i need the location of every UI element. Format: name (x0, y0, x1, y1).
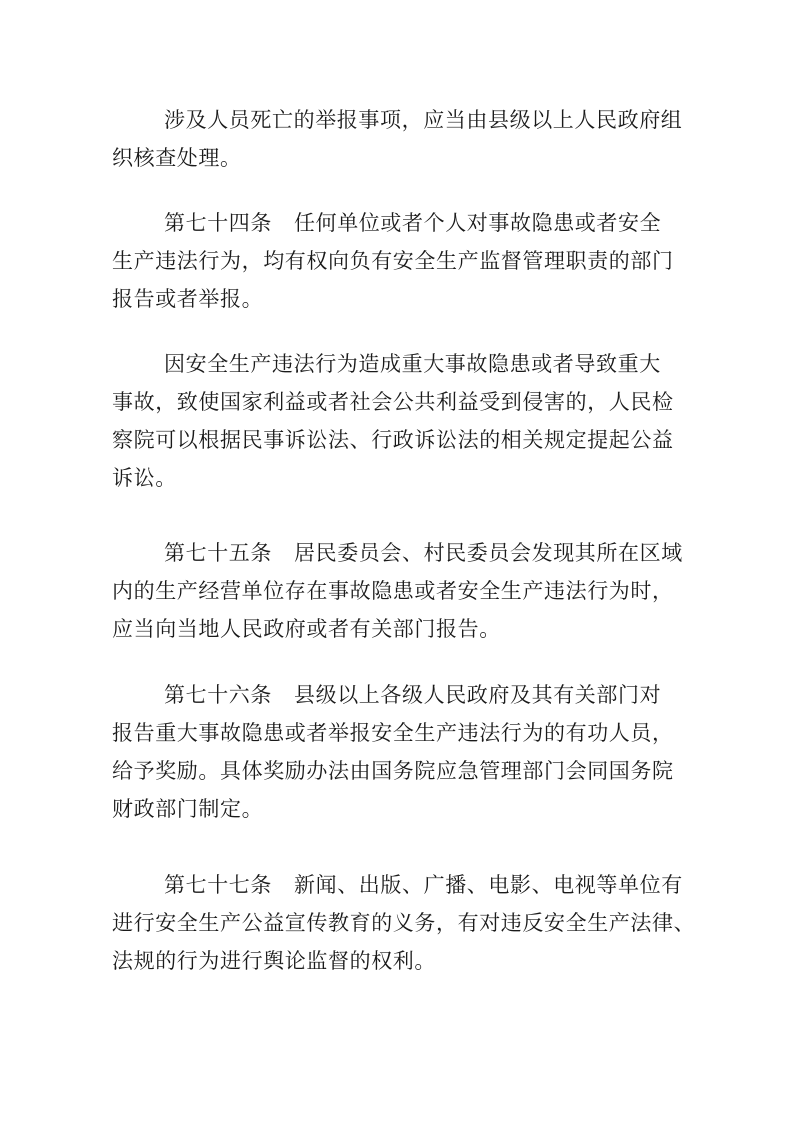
text-line: 报告重大事故隐患或者举报安全生产违法行为的有功人员， (112, 721, 674, 745)
article-number: 第七十四条 (164, 211, 272, 235)
article-77 (112, 866, 696, 980)
article-number: 第七十五条 (164, 541, 272, 565)
article-75 (112, 534, 692, 648)
article-77-first-line (112, 866, 692, 904)
article-74 (112, 204, 692, 318)
paragraph-1 (112, 101, 692, 177)
text-line: 新闻、出版、广播、电影、电视等单位有 (294, 873, 683, 897)
article-number: 第七十六条 (164, 683, 272, 707)
text-line: 居民委员会、村民委员会发现其所在区域 (294, 541, 683, 565)
text-line: 给予奖励。具体奖励办法由国务院应急管理部门会同国务院 (112, 759, 674, 783)
text-line: 报告或者举报。 (112, 287, 264, 311)
text-line: 法规的行为进行舆论监督的权利。 (112, 949, 436, 973)
text-line: 内的生产经营单位存在事故隐患或者安全生产违法行为时， (112, 579, 674, 603)
text-line: 任何单位或者个人对事故隐患或者安全 (294, 211, 662, 235)
text-line: 察院可以根据民事诉讼法、行政诉讼法的相关规定提起公益 (112, 428, 674, 452)
article-75-first-line (112, 534, 692, 572)
text-line: 进行安全生产公益宣传教育的义务，有对违反安全生产法律、 (112, 911, 696, 935)
text-line: 织核查处理。 (112, 146, 242, 170)
text-line: 事故，致使国家利益或者社会公共利益受到侵害的，人民检 (112, 390, 674, 414)
text-line: 涉及人员死亡的举报事项，应当由县级以上人民政府组 (164, 108, 683, 132)
text-line: 因安全生产违法行为造成重大事故隐患或者导致重大 (164, 352, 661, 376)
article-76 (112, 676, 692, 828)
text-line: 诉讼。 (112, 466, 177, 490)
article-number: 第七十七条 (164, 873, 272, 897)
text-line: 生产违法行为，均有权向负有安全生产监督管理职责的部门 (112, 249, 674, 273)
article-76-first-line (112, 676, 692, 714)
paragraph-3 (112, 345, 692, 497)
text-line: 应当向当地人民政府或者有关部门报告。 (112, 617, 501, 641)
text-line: 财政部门制定。 (112, 797, 264, 821)
text-line: 县级以上各级人民政府及其有关部门对 (294, 683, 662, 707)
article-74-first-line (112, 204, 692, 242)
